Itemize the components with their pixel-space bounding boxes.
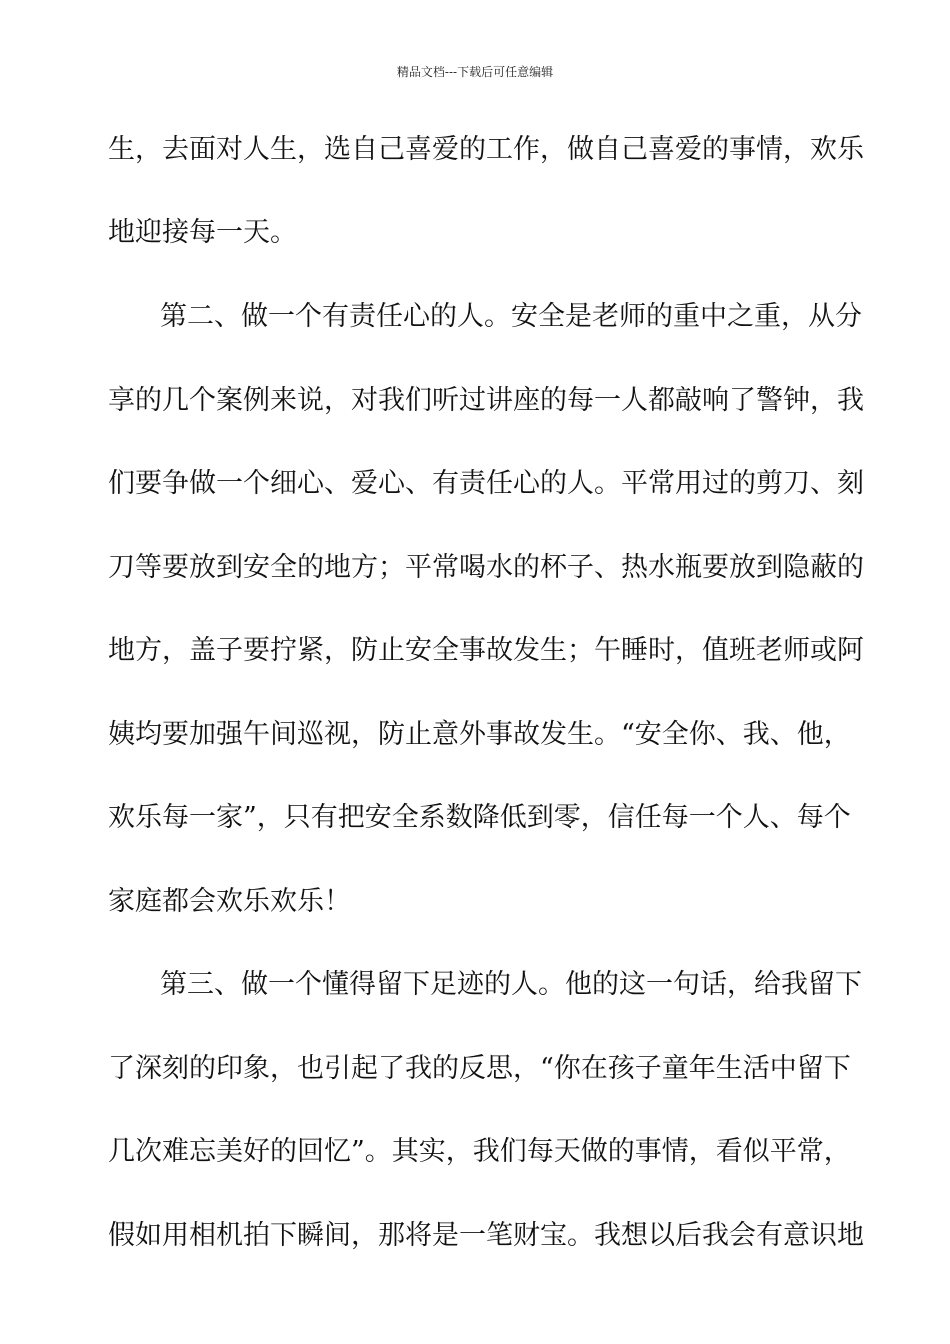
paragraph-first-line: 第三、做一个懂得留下足迹的人。他的这一句话，给我留下 (160, 969, 862, 1000)
paragraph-first-line: 第二、做一个有责任心的人。安全是老师的重中之重，从分 (160, 301, 862, 332)
text-line: 假如用相机拍下瞬间，那将是一笔财宝。我想以后我会有意识地 (108, 1220, 864, 1251)
page-header: 精品文档---下载后可任意编辑 (396, 65, 554, 79)
text-line: 姨均要加强午间巡视，防止意外事故发生。“安全你、我、他， (108, 719, 851, 750)
text-line: 地迎接每一天。 (108, 217, 297, 248)
text-line: 了深刻的印象，也引起了我的反思，“你在孩子童年生活中留下 (108, 1053, 851, 1084)
text-line: 享的几个案例来说，对我们听过讲座的每一人都敲响了警钟，我 (108, 385, 864, 416)
text-line: 生，去面对人生，选自己喜爱的工作，做自己喜爱的事情，欢乐 (108, 134, 864, 165)
text-line: 欢乐每一家”，只有把安全系数降低到零，信任每一个人、每个 (108, 802, 851, 833)
text-line: 们要争做一个细心、爱心、有责任心的人。平常用过的剪刀、刻 (108, 468, 864, 499)
text-line: 地方，盖子要拧紧，防止安全事故发生；午睡时，值班老师或阿 (108, 635, 864, 666)
text-line: 刀等要放到安全的地方；平常喝水的杯子、热水瓶要放到隐蔽的 (108, 552, 864, 583)
text-line: 几次难忘美好的回忆”。其实，我们每天做的事情，看似平常， (108, 1136, 851, 1167)
text-line: 家庭都会欢乐欢乐！ (108, 886, 351, 917)
